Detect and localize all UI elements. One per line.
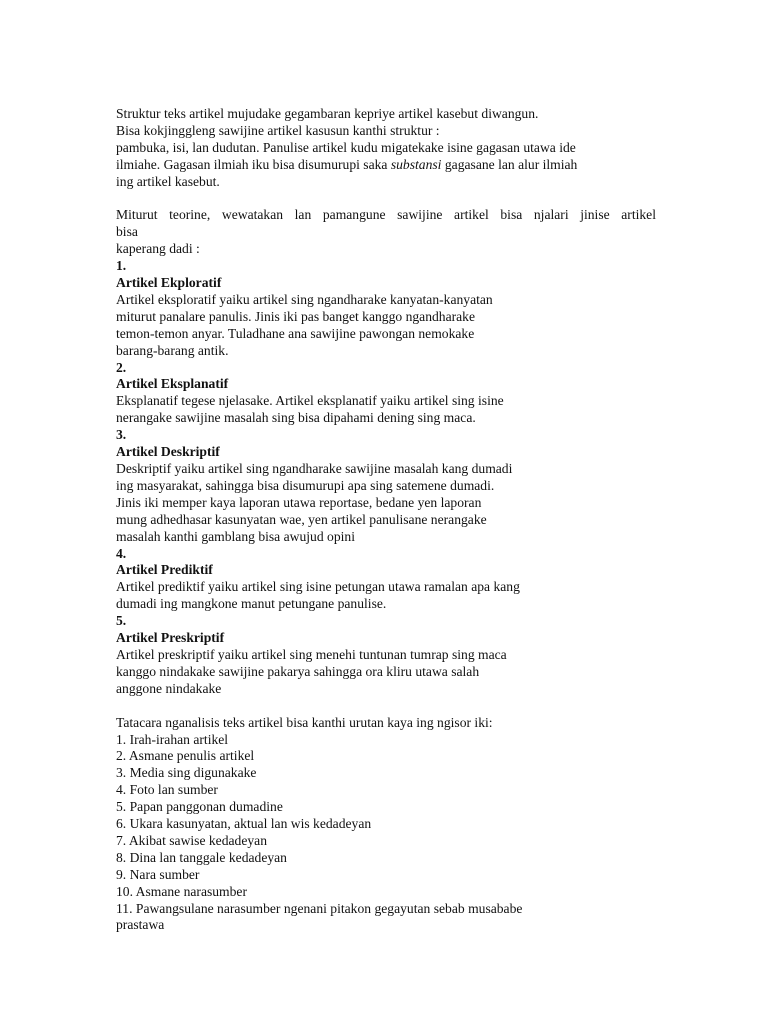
italic-term: substansi	[390, 156, 442, 172]
article-type-number: 2.	[116, 359, 127, 375]
list-item: 6. Ukara kasunyatan, aktual lan wis kedadeyan	[116, 816, 372, 832]
list-item: 8. Dina lan tanggale kedadeyan	[116, 849, 287, 865]
types-intro-paragraph	[116, 207, 656, 258]
list-item: 3. Media sing digunakake	[116, 765, 257, 781]
article-type-item	[116, 546, 656, 614]
article-type-text: Jinis iki memper kaya laporan utawa reportase, bedane yen laporan	[116, 494, 482, 510]
types-intro-line: bisa	[116, 224, 138, 240]
types-intro-line: kaperang dadi :	[116, 241, 200, 257]
intro-line: Struktur teks artikel mujudake gegambaran kepriye artikel kasebut diwangun.	[116, 106, 539, 121]
intro-line: Bisa kokjinggleng sawijine artikel kasusun kanthi struktur :	[116, 122, 440, 138]
list-item: 1. Irah-irahan artikel	[116, 731, 229, 747]
article-type-text: barang-barang antik.	[116, 342, 229, 358]
list-item: 10. Asmane narasumber	[116, 883, 247, 899]
article-type-title: Artikel Prediktif	[116, 562, 213, 578]
list-item: 4. Foto lan sumber	[116, 782, 218, 798]
types-intro-line: Miturut teorine, wewatakan lan pamangune sawijine artikel bisa njalari jinise artikel	[116, 207, 656, 223]
article-type-text: ing masyarakat, sahingga bisa disumurupi apa sing satemene dumadi.	[116, 477, 495, 493]
article-type-number: 3.	[116, 427, 127, 443]
article-type-item	[116, 258, 656, 359]
article-type-text: mung adhedhasar kasunyatan wae, yen artikel panulisane nerangake	[116, 511, 487, 527]
article-type-item	[116, 427, 656, 545]
intro-paragraph	[116, 106, 656, 191]
article-type-item	[116, 360, 656, 428]
intro-text: ilmiahe. Gagasan ilmiah iku bisa disumurupi saka	[116, 156, 391, 172]
paragraph-spacer	[116, 698, 656, 715]
article-type-title: Artikel Ekploratif	[116, 275, 222, 291]
list-item: 5. Papan panggonan dumadine	[116, 799, 283, 815]
article-type-text: nerangake sawijine masalah sing bisa dipahami dening sing maca.	[116, 410, 476, 426]
intro-text: gagasane lan alur ilmiah	[441, 156, 578, 172]
intro-line-with-italic	[116, 157, 656, 174]
article-type-text: Eksplanatif tegese njelasake. Artikel eksplanatif yaiku artikel sing isine	[116, 393, 504, 409]
article-type-text: Artikel prediktif yaiku artikel sing isine petungan utawa ramalan apa kang	[116, 579, 520, 595]
intro-line: pambuka, isi, lan dudutan. Panulise artikel kudu migatekake isine gagasan utawa ide	[116, 139, 576, 155]
list-item: 2. Asmane penulis artikel	[116, 748, 255, 764]
intro-line: ing artikel kasebut.	[116, 173, 220, 189]
list-item: 9. Nara sumber	[116, 866, 200, 882]
article-type-text: anggone nindakake	[116, 680, 222, 696]
article-type-text: kanggo nindakake sawijine pakarya sahingga ora kliru utawa salah	[116, 663, 480, 679]
list-item: 11. Pawangsulane narasumber ngenani pitakon gegayutan sebab musababe	[116, 900, 523, 916]
article-type-title: Artikel Preskriptif	[116, 630, 225, 646]
article-type-text: dumadi ing mangkone manut petungane panulise.	[116, 596, 387, 612]
article-type-text: Artikel eksploratif yaiku artikel sing ngandharake kanyatan-kanyatan	[116, 291, 493, 307]
article-type-number: 4.	[116, 545, 127, 561]
article-type-text: Artikel preskriptif yaiku artikel sing menehi tuntunan tumrap sing maca	[116, 646, 507, 662]
article-type-text: temon-temon anyar. Tuladhane ana sawijine pawongan nemokake	[116, 325, 475, 341]
article-type-item	[116, 613, 656, 698]
article-type-text: miturut panalare panulis. Jinis iki pas banget kanggo ngandharake	[116, 308, 476, 324]
article-type-title: Artikel Eksplanatif	[116, 376, 229, 392]
article-type-title: Artikel Deskriptif	[116, 444, 220, 460]
article-type-text: masalah kanthi gamblang bisa awujud opini	[116, 528, 355, 544]
article-type-text: Deskriptif yaiku artikel sing ngandharake sawijine masalah kang dumadi	[116, 461, 513, 477]
list-item: prastawa	[116, 917, 165, 933]
paragraph-spacer	[116, 191, 656, 208]
article-type-number: 5.	[116, 613, 127, 629]
analysis-heading: Tatacara nganalisis teks artikel bisa kanthi urutan kaya ing ngisor iki:	[116, 714, 493, 730]
document-page	[116, 106, 656, 934]
article-type-number: 1.	[116, 258, 127, 274]
analysis-steps	[116, 715, 656, 935]
list-item: 7. Akibat sawise kedadeyan	[116, 832, 267, 848]
